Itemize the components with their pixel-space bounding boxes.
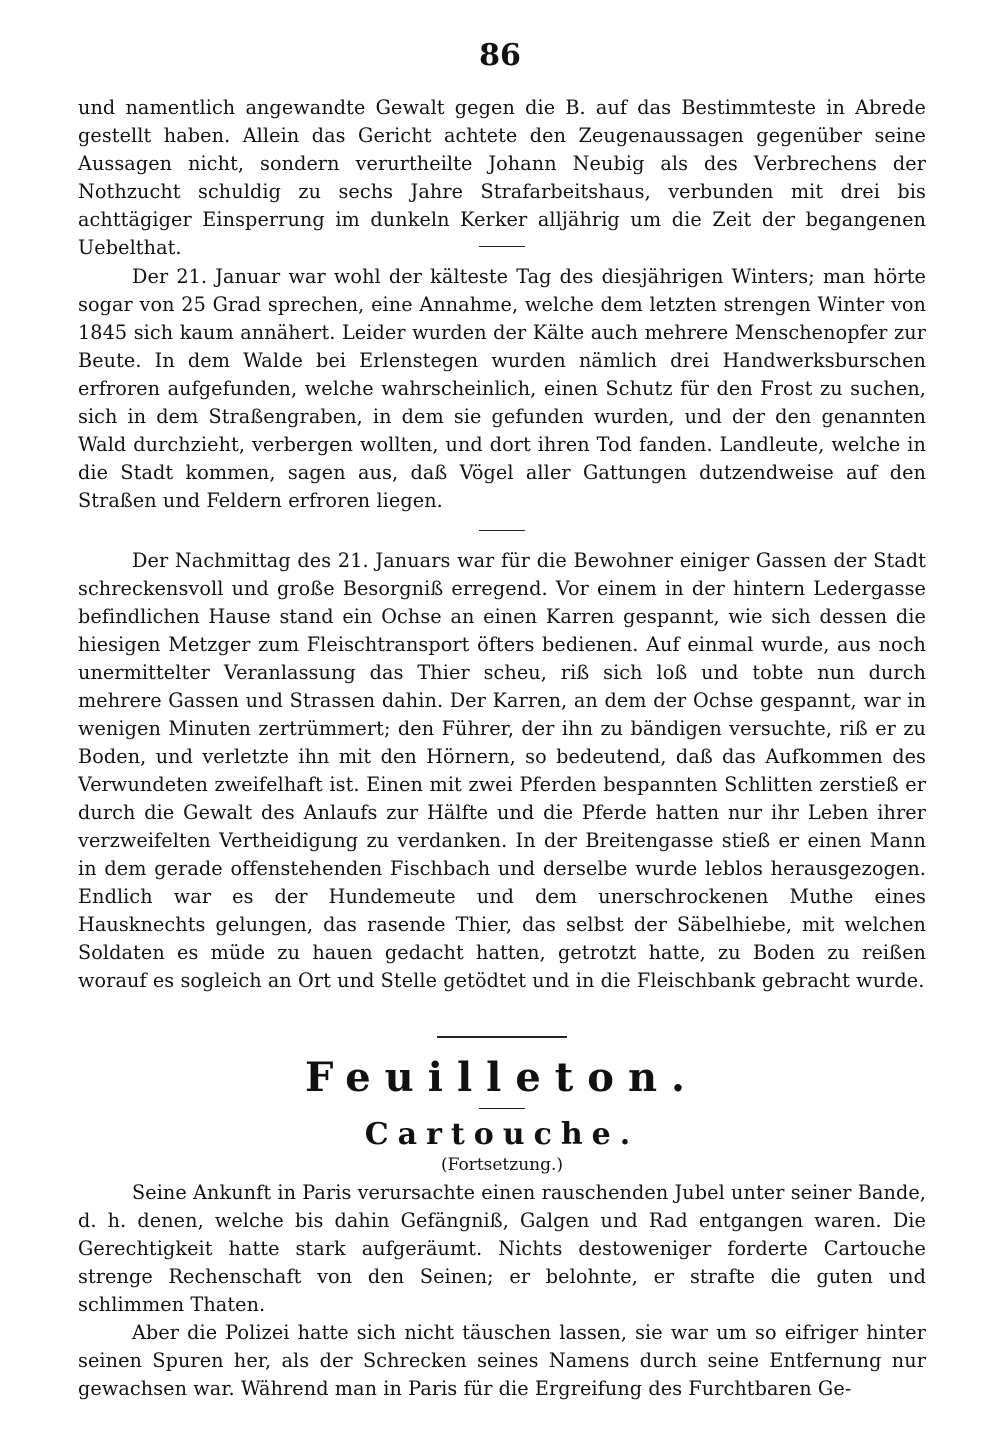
separator-3-wrap: [78, 1036, 926, 1038]
article-continuation: [78, 94, 926, 262]
separator-rule: [479, 530, 525, 531]
article-cold-weather: [78, 263, 926, 515]
feuilleton-section: [78, 1054, 926, 1403]
separator-1-wrap: [78, 246, 926, 247]
continuation-note: (Fortsetzung.): [440, 1155, 564, 1175]
paragraph-arrival: Seine Ankunft in Paris verursachte einen rauschenden Jubel unter seiner Bande, d. h. denen, welche bis dahin Gefängniß, Galgen und Rad entgangen waren. Die Gerechtigkeit hatte stark aufgeräumt. Nichts destoweniger forderte Cartouche strenge Rechenschaft von den Seinen; er belohnte, er strafte die guten und schlimmen Thaten.: [78, 1181, 926, 1316]
separator-2-wrap: [78, 530, 926, 531]
feuilleton-heading: Feuilleton.: [305, 1054, 699, 1101]
paragraph-ox-incident: Der Nachmittag des 21. Januars war für die Bewohner einiger Gassen der Stadt schreckensvoll und große Besorgniß erregend. Vor einem in der hintern Ledergasse befindlichen Hause stand ein Ochse an einen Karren gespannt, wie sich dessen die hiesigen Metzger zum Fleischtransport öfters bedienen. Auf einmal wurde, aus noch unermittelter Veranlassung das Thier scheu, riß sich loß und tobte nun durch mehrere Gassen und Strassen dahin. Der Karren, an dem der Ochse gespannt, war in wenigen Minuten zertrümmert; den Führer, der ihn zu bändigen versuchte, riß er zu Boden, und verletzte ihn mit den Hörnern, so bedeutend, daß das Aufkommen des Verwundeten zweifelhaft ist. Einen mit zwei Pferden bespannten Schlitten zerstieß er durch die Gewalt des Anlaufs zur Hälfte und die Pferde hatten nur ihr Leben ihrer verzweifelten Vertheidigung zu verdanken. In der Breitengasse stieß er einen Mann in dem gerade offenstehenden Fischbach und derselbe wurde leblos herausgezogen. Endlich war es der Hundemeute und dem unerschrockenen Muthe eines Hausknechts gelungen, das rasende Thier, das selbst der Säbelhiebe, mit welchen Soldaten es müde zu hauen gedacht hatten, getrotzt hatte, zu Boden zu reißen worauf es sogleich an Ort und Stelle getödtet und in die Fleischbank gebracht wurde.: [78, 549, 926, 992]
paragraph-cold-weather: Der 21. Januar war wohl der kälteste Tag des diesjährigen Winters; man hörte sogar von 25 Grad sprechen, eine Annahme, welche dem letzten strengen Winter von 1845 sich kaum annähert. Leider wurden der Kälte auch mehrere Menschenopfer zur Beute. In dem Walde bei Erlenstegen wurden nämlich drei Handwerksburschen erfroren aufgefunden, welche wahrscheinlich, einen Schutz für den Frost zu suchen, sich in dem Straßengraben, in dem sie gefunden wurden, und der den genannten Wald durchzieht, verbergen wollten, und dort ihren Tod fanden. Landleute, welche in die Stadt kommen, sagen aus, daß Vögel aller Gattungen dutzendweise auf den Straßen und Feldern erfroren liegen.: [78, 265, 926, 512]
paragraph-verdict: und namentlich angewandte Gewalt gegen die B. auf das Bestimmteste in Abrede gestellt haben. Allein das Gericht achtete den Zeugenaussagen gegenüber seine Aussagen nicht, sondern verurtheilte Johann Neubig als des Verbrechens der Nothzucht schuldig zu sechs Jahre Strafarbeitshaus, verbunden mit drei bis achttägiger Einsperrung im dunkeln Kerker alljährig um die Zeit der begangenen Uebelthat.: [78, 96, 926, 259]
page-number: 86: [479, 38, 521, 73]
paragraph-police: Aber die Polizei hatte sich nicht täuschen lassen, sie war um so eifriger hinter seinen Spuren her, als der Schrecken seines Namens durch seine Entfernung nur gewachsen war. Während man in Paris für die Ergreifung des Furchtbaren Ge-: [78, 1321, 926, 1400]
section-rule: [437, 1036, 567, 1038]
separator-rule: [479, 246, 525, 247]
story-title: Cartouche.: [364, 1117, 640, 1152]
heading-rule: [479, 1108, 525, 1109]
article-ox-incident: [78, 547, 926, 995]
